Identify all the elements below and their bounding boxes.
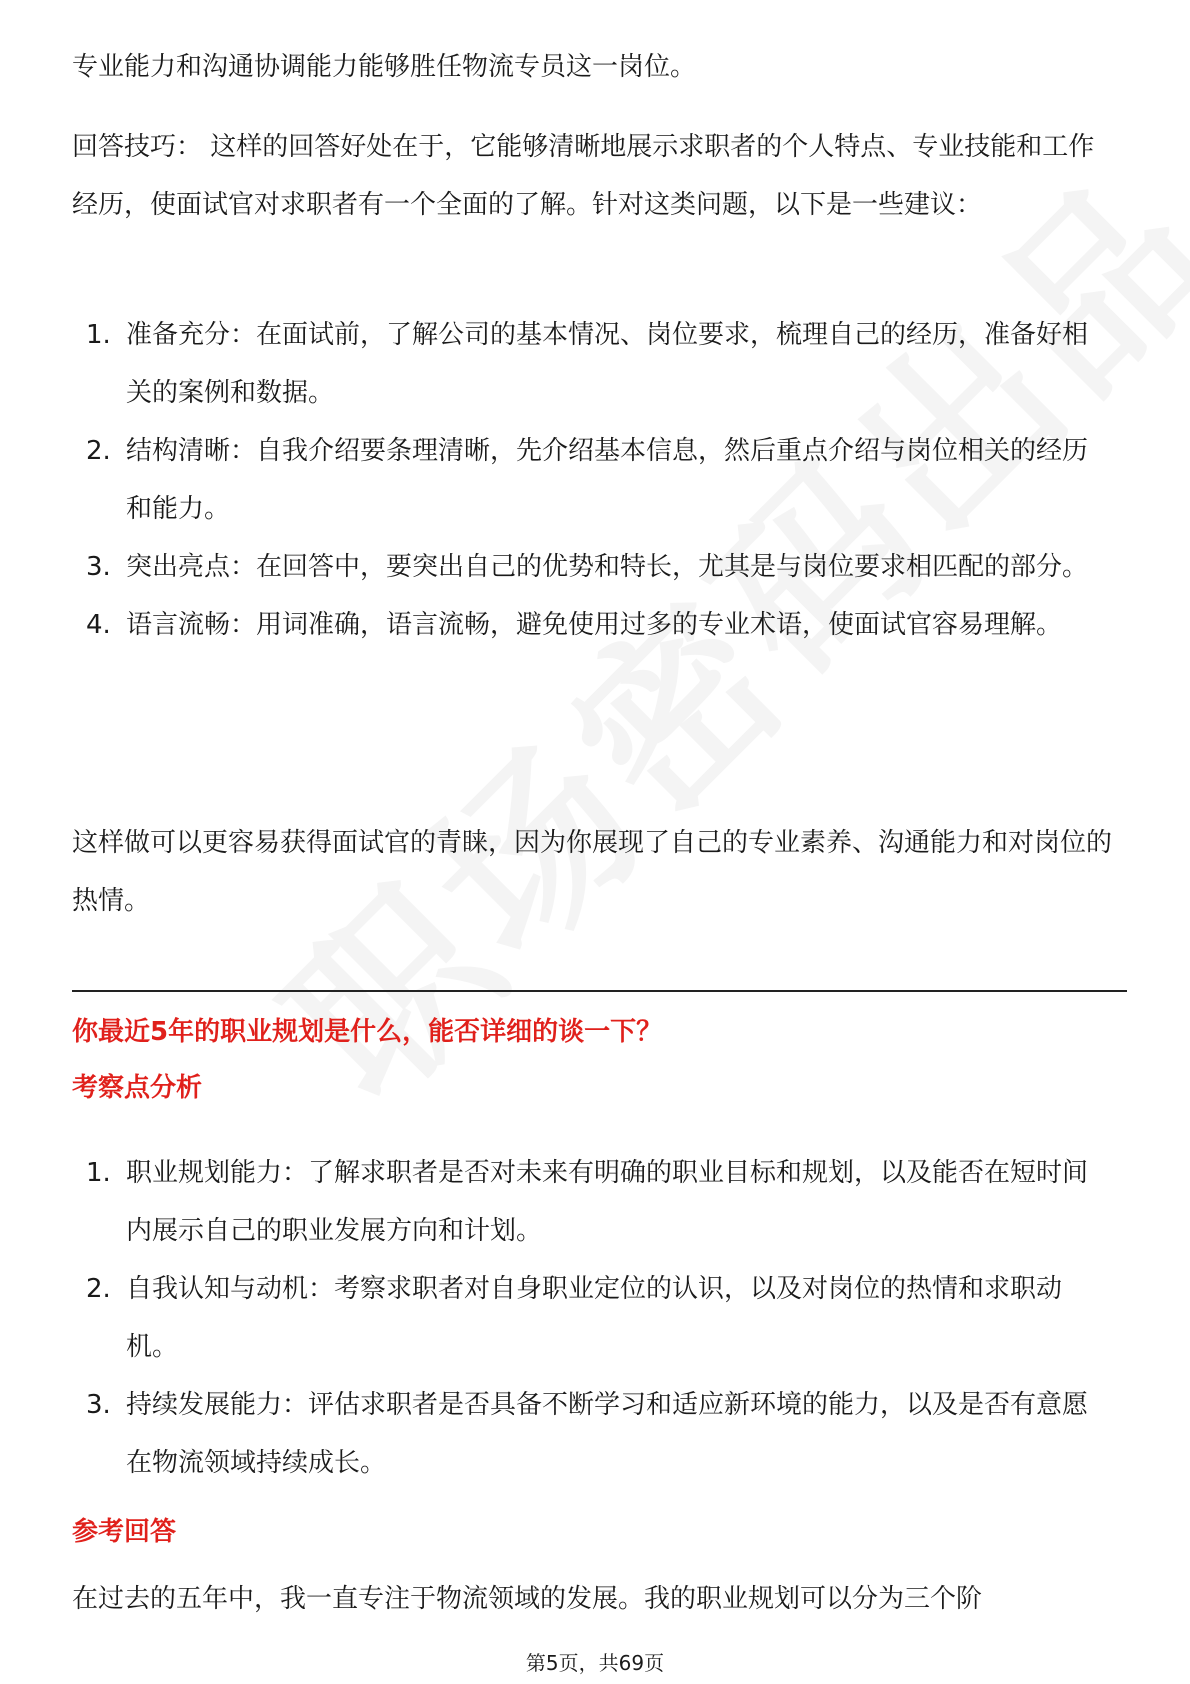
conclusion-paragraph: 这样做可以更容易获得面试官的青睐，因为你展现了自己的专业素养、沟通能力和对岗位的热情。 xyxy=(72,828,1113,916)
list-item xyxy=(72,1376,1112,1492)
intro-line: 专业能力和沟通协调能力能够胜任物流专员这一岗位。 xyxy=(72,52,697,82)
page-footer: 第5页，共69页 xyxy=(525,1651,665,1675)
analysis-heading: 考察点分析 xyxy=(72,1073,203,1103)
list-number: 1. xyxy=(86,320,111,350)
list-item xyxy=(72,596,1112,654)
list-item xyxy=(72,422,1112,538)
list-item xyxy=(72,538,1112,596)
list-text: 准备充分：在面试前，了解公司的基本情况、岗位要求，梳理自己的经历，准备好相关的案例和数据。 xyxy=(126,320,1089,408)
tips-list xyxy=(72,306,1112,654)
list-text: 职业规划能力：了解求职者是否对未来有明确的职业目标和规划，以及能否在短时间内展示自己的职业发展方向和计划。 xyxy=(126,1158,1089,1246)
list-number: 1. xyxy=(86,1158,111,1188)
list-number: 2. xyxy=(86,1274,111,1304)
list-number: 4. xyxy=(86,610,111,640)
list-item xyxy=(72,306,1112,422)
question-title: 你最近5年的职业规划是什么，能否详细的谈一下？ xyxy=(72,1017,663,1047)
list-text: 突出亮点：在回答中，要突出自己的优势和特长，尤其是与岗位要求相匹配的部分。 xyxy=(126,552,1089,582)
list-text: 自我认知与动机：考察求职者对自身职业定位的认识，以及对岗位的热情和求职动机。 xyxy=(126,1274,1063,1362)
answer-heading: 参考回答 xyxy=(72,1517,177,1547)
section-divider xyxy=(72,990,1127,992)
list-item xyxy=(72,1144,1112,1260)
list-number: 2. xyxy=(86,436,111,466)
list-text: 语言流畅：用词准确，语言流畅，避免使用过多的专业术语，使面试官容易理解。 xyxy=(126,610,1063,640)
list-text: 持续发展能力：评估求职者是否具备不断学习和适应新环境的能力，以及是否有意愿在物流领域持续成长。 xyxy=(126,1390,1089,1478)
list-item xyxy=(72,1260,1112,1376)
list-number: 3. xyxy=(86,552,111,582)
analysis-list xyxy=(72,1144,1112,1492)
tips-paragraph: 回答技巧： 这样的回答好处在于，它能够清晰地展示求职者的个人特点、专业技能和工作经历，使面试官对求职者有一个全面的了解。针对这类问题，以下是一些建议： xyxy=(72,132,1095,220)
list-text: 结构清晰：自我介绍要条理清晰，先介绍基本信息，然后重点介绍与岗位相关的经历和能力。 xyxy=(126,436,1089,524)
answer-paragraph: 在过去的五年中，我一直专注于物流领域的发展。我的职业规划可以分为三个阶 xyxy=(72,1584,983,1614)
list-number: 3. xyxy=(86,1390,111,1420)
